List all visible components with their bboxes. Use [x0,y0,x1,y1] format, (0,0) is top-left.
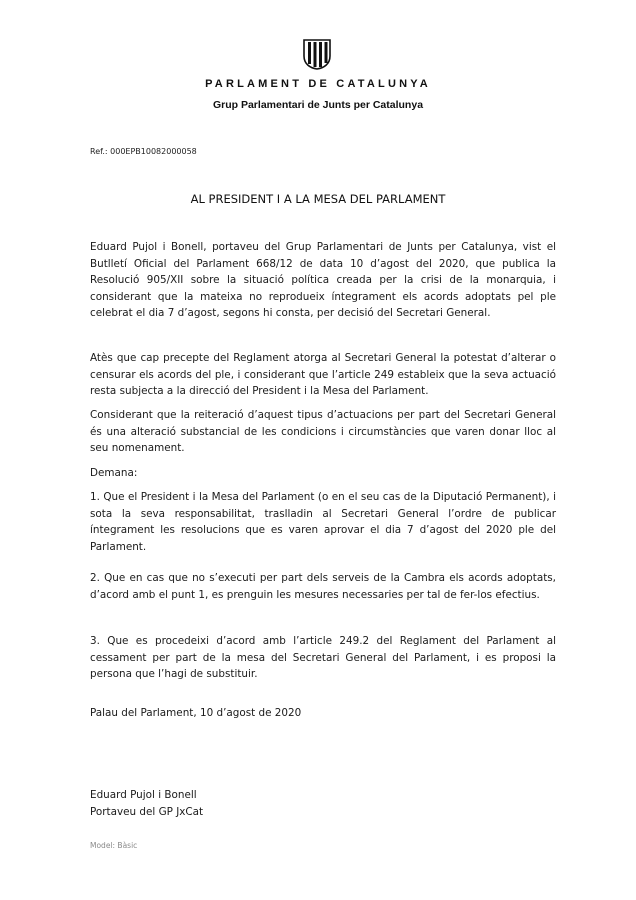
document-model-label: Model: Bàsic [90,841,138,850]
paragraph-demand-2: 2. Que en cas que no s’executi per part dels serveis de la Cambra els acords adoptats, d’acord amb el punt 1, es prenguin les mesures necessaries per tal de fer-los efectius. [90,572,556,601]
signatory-role: Portaveu del GP JxCat [90,806,204,818]
addressee-heading: AL PRESIDENT I A LA MESA DEL PARLAMENT [190,192,446,206]
parliamentary-group-name: Grup Parlamentari de Junts per Catalunya [212,99,424,111]
reference-number: Ref.: 000EPB10082000058 [90,147,197,156]
paragraph-regulation: Atès que cap precepte del Reglament atorga al Secretari General la potestat d’alterar o censurar els acords del ple, i considerant que l’article 249 estableix que la seva actuació resta subjecta a la direcció del President i la Mesa del Parlament. [90,352,556,398]
institution-name: PARLAMENT DE CATALUNYA [205,78,431,90]
signatory-name: Eduard Pujol i Bonell [90,789,197,801]
paragraph-demand-1: 1. Que el President i la Mesa del Parlament (o en el seu cas de la Diputació Permanent), i sota la seva responsabilitat, traslladin al Secretari General l’ordre de publicar íntegrament les resolucions que es varen aprovar el dia 7 d’agost del 2020 ple del Parlament. [90,491,556,553]
paragraph-considering: Considerant que la reiteració d’aquest tipus d’actuacions per part del Secretari General és una alteració substancial de les condicions i circumstàncies que varen donar lloc al seu nomenament. [90,409,556,455]
paragraph-introduction: Eduard Pujol i Bonell, portaveu del Grup Parlamentari de Junts per Catalunya, vist el Butlletí Oficial del Parlament 668/12 de data 10 d’agost del 2020, que publica la Resolució 905/XII sobre la situació política creada per la crisi de la monarquia, i considerant que la mateixa no reprodueix íntegrament els acords adoptats pel ple celebrat el dia 7 d’agost, segons hi consta, per decisió del Secretari General. [90,241,556,320]
place-and-date: Palau del Parlament, 10 d’agost de 2020 [90,707,302,719]
parliament-coat-of-arms-icon [302,38,332,70]
paragraph-demand-3: 3. Que es procedeixi d’acord amb l’article 249.2 del Reglament del Parlament al cessament per part de la mesa del Secretari General del Parlament, i es proposi la persona que l’hagi de substituir. [90,635,556,681]
paragraph-demands-heading: Demana: [90,467,138,479]
